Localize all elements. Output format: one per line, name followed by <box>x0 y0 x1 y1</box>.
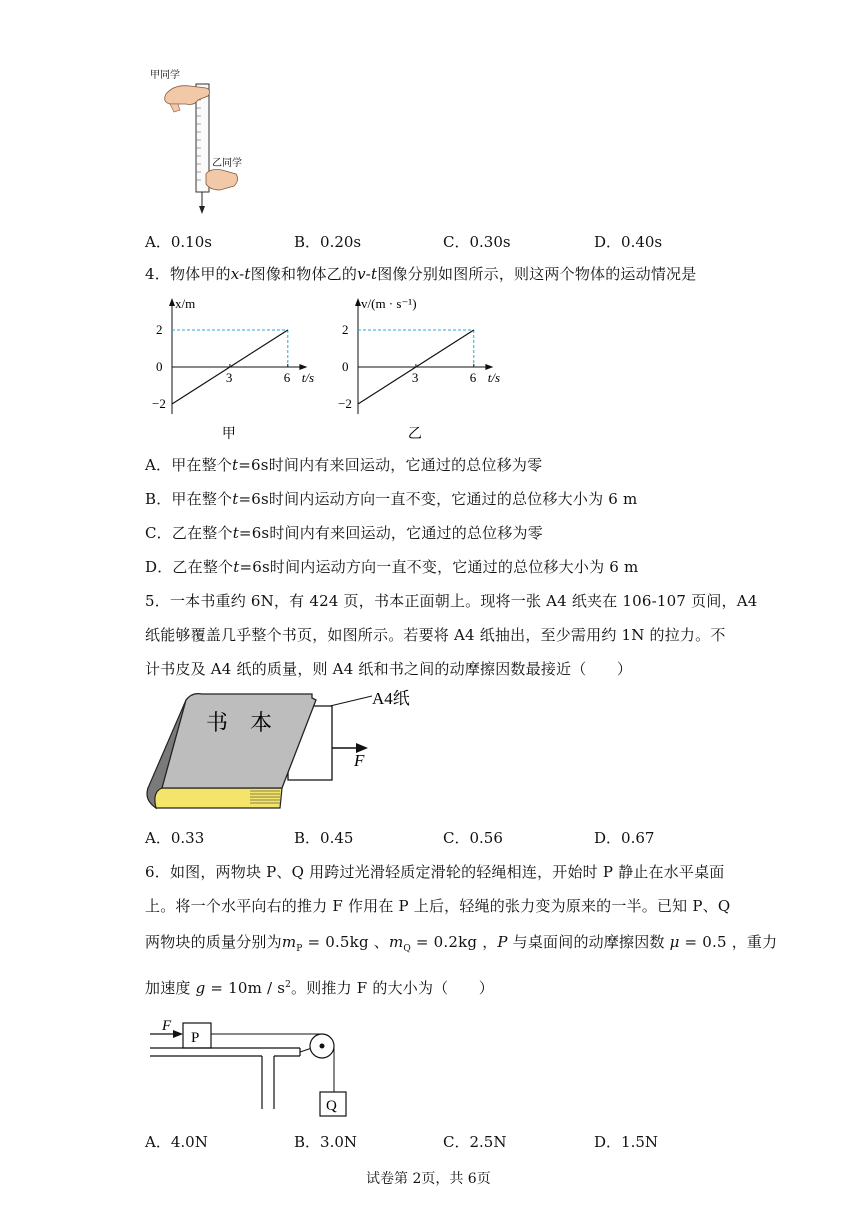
pulley-figure <box>140 1014 350 1124</box>
q5-stem-line-2: 纸能够覆盖几乎整个书页，如图所示。若要将 A4 纸抽出，至少需用约 1N 的拉力。不 <box>145 626 726 644</box>
book-cover-title: 书 本 <box>206 710 273 735</box>
q6-stem-line-4: 加速度 $g = 10m / s^2$。则推力 F 的大小为（ ） <box>145 979 494 997</box>
yi-y-tick-label: 2 <box>342 322 349 337</box>
student-b-label: 乙同学 <box>212 158 242 169</box>
jia-y-tick-label: −2 <box>152 396 166 411</box>
q5-stem-line-1: 5．一本书重约 6N，有 424 页，书本正面朝上。现将一张 A4 纸夹在 106-107 页间，A4 <box>145 592 758 610</box>
q6-option-a: A．4.0N <box>145 1133 208 1151</box>
q5-option-c: C．0.56 <box>443 829 503 847</box>
page-footer: 试卷第 2页，共 6页 <box>366 1171 491 1187</box>
student-a-label: 甲同学 <box>150 70 180 81</box>
yi-caption: 乙 <box>407 427 422 442</box>
q5-option-d: D．0.67 <box>594 829 655 847</box>
q4-option-d: D．乙在整个t=6s时间内运动方向一直不变，它通过的总位移大小为 6 m <box>145 558 639 576</box>
q3-option-c: C．0.30s <box>443 233 511 251</box>
q4-option-a: A．甲在整个t=6s时间内有来回运动，它通过的总位移为零 <box>145 456 543 474</box>
q3-option-b: B．0.20s <box>294 233 362 251</box>
a4-paper-label: A4纸 <box>372 689 410 708</box>
q6-option-b: B．3.0N <box>294 1133 358 1151</box>
q6-stem-line-3: 两物块的质量分别为$m_P = 0.5kg$ 、$m_Q = 0.2kg$ ，P 与桌面间的动摩擦因数 μ = 0.5 ，重力 <box>145 933 778 954</box>
q6-option-c: C．2.5N <box>443 1133 507 1151</box>
yi-x-axis-label: t/s <box>487 370 501 385</box>
yi-y-axis-label: v/(m · s⁻¹) <box>361 296 417 311</box>
q4-option-c: C．乙在整个t=6s时间内有来回运动，它通过的总位移为零 <box>145 524 543 542</box>
q5-option-a: A．0.33 <box>145 829 205 847</box>
yi-x-tick-label: 3 <box>411 370 419 385</box>
ruler-figure <box>140 62 270 222</box>
q6-stem-line-2: 上。将一个水平向右的推力 F 作用在 P 上后，轻绳的张力变为原来的一半。已知 P、Q <box>145 897 731 915</box>
jia-y-tick-label: 0 <box>156 359 163 374</box>
yi-x-tick-label: 6 <box>469 370 477 385</box>
q5-option-b: B．0.45 <box>294 829 354 847</box>
force-label-f: F <box>354 751 365 770</box>
q3-option-a: A．0.10s <box>145 233 212 251</box>
jia-x-tick-label: 6 <box>283 370 291 385</box>
q4-stem: 4．物体甲的x-t图像和物体乙的v-t图像分别如图所示，则这两个物体的运动情况是 <box>145 265 697 283</box>
q6-option-d: D．1.5N <box>594 1133 659 1151</box>
q4-option-b: B．甲在整个t=6s时间内运动方向一直不变，它通过的总位移大小为 6 m <box>145 490 638 508</box>
jia-y-axis-label: x/m <box>175 296 196 311</box>
push-force-label: F <box>162 1018 172 1034</box>
book-figure <box>140 688 430 816</box>
block-p-label: P <box>191 1030 200 1046</box>
yi-y-tick-label: 0 <box>342 359 349 374</box>
yi-y-tick-label: −2 <box>338 396 352 411</box>
xt-chart-jia <box>150 294 325 446</box>
jia-x-axis-label: t/s <box>301 370 315 385</box>
q5-stem-line-3: 计书皮及 A4 纸的质量，则 A4 纸和书之间的动摩擦因数最接近（ ） <box>145 660 633 678</box>
jia-x-tick-label: 3 <box>225 370 233 385</box>
jia-caption: 甲 <box>221 427 236 442</box>
jia-y-tick-label: 2 <box>156 322 163 337</box>
q6-stem-line-1: 6．如图，两物块 P、Q 用跨过光滑轻质定滑轮的轻绳相连，开始时 P 静止在水平桌面 <box>145 863 725 881</box>
vt-chart-yi <box>336 294 516 446</box>
block-q-label: Q <box>326 1098 337 1114</box>
q3-option-d: D．0.40s <box>594 233 663 251</box>
